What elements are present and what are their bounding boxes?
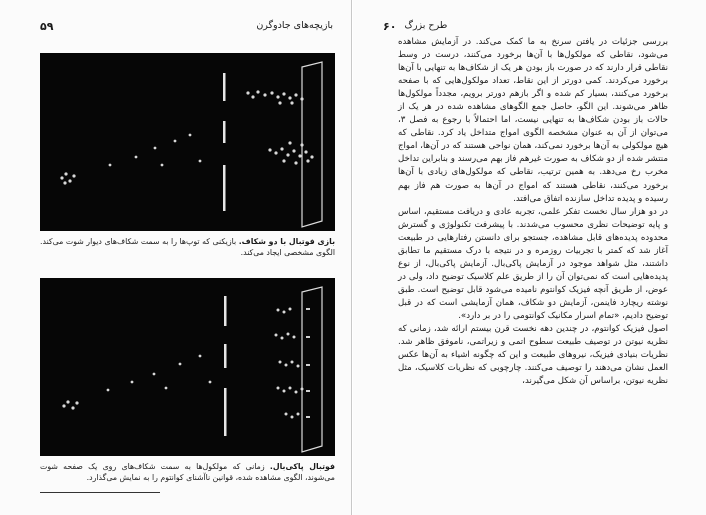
right-page-body bbox=[398, 36, 668, 388]
figure-1-caption-lead: بازی فوتبال با دو شکاف. bbox=[238, 237, 335, 246]
left-page-header bbox=[40, 20, 333, 33]
figure-2-caption-text: زمانی که مولکول‌ها به سمت شکاف‌های روی یک صفحه شوت می‌شوند، الگوی مشاهده شده، قوانین ناآشنای کوانتوم را به نمایش می‌گذارد. bbox=[40, 462, 335, 482]
figure-2-caption bbox=[40, 461, 335, 483]
figure-2-photo bbox=[40, 278, 335, 456]
left-page-number: ۵۹ bbox=[40, 20, 54, 33]
right-running-head: طرح بزرگ bbox=[404, 20, 448, 31]
right-page bbox=[353, 0, 706, 515]
right-page-header bbox=[383, 20, 666, 33]
figure-1-photo bbox=[40, 53, 335, 231]
figure-2-caption-lead: فوتبال پاکی‌بال. bbox=[269, 462, 336, 471]
left-running-head: بازیچه‌های جادوگرن bbox=[256, 20, 333, 31]
soccer-double-slit-image bbox=[40, 53, 335, 231]
figure-1-caption-text: بازیکنی که توپ‌ها را به سمت شکاف‌های دیوار شوت می‌کند. الگوی مشخصی ایجاد می‌کند. bbox=[40, 237, 335, 257]
paragraph: اصول فیزیک کوانتوم، در چندین دهه نخست قرن بیستم ارائه شد، زمانی که نظریه نیوتن در توصیف طبیعت سطوح اتمی و زیراتمی، ناموفق ظاهر شد. نظریات بنیادی فیزیک، نیروهای طبیعت و این که چگونه اشیاء به آن‌ها عکس العمل نشان می‌دهند را توصیف می‌کنند. چارچوبی که نظریات کلاسیک، مثل نظریه نیوتن، براساس آن شکل می‌گیرند، bbox=[398, 324, 668, 387]
paragraph: بررسی جزئیات در یافتن سرنخ به ما کمک می‌کند. در آزمایش مشاهده می‌شود، نقاطی که مولکول‌ها با آن‌ها برخورد می‌کنند، درست در وسط نقاطی قرار دارند که در صورت باز بودن هر یک از شکاف‌ها به تنهایی با آن‌ها برخورد می‌کردند. کمی دورتر از این نقاط، تعداد مولکول‌هایی که با صفحه برخورد می‌کنند، بسیار کم شده و اگر بازهم دورتر برویم، مجدداً مولکول‌ها ظاهر می‌شوند. این الگو، حاصل جمع الگوهای مشاهده شده در هر یک از حالات باز بودن شکاف‌ها به تنهایی نیست، اما احتمالاً با رجوع به فصل ۳، می‌توان از آن به عنوان مشخصه الگوی امواج متداخل یاد کرد. نقاطی که هیچ مولکولی به آن‌ها برخورد نمی‌کند، همان نواحی هستند که در آن‌ها، امواج منتشر شده از دو شکاف به صورت غیرهم فاز بهم می‌رسند و بنابراین تداخل مخرب رخ می‌دهد. به همین ترتیب، نقاطی که مولکول‌های زیادی با آن‌ها برخورد می‌کنند، نقاطی هستند که امواج در آن‌ها به صورت هم فاز بهم رسیده و پدیده تداخل سازنده اتفاق می‌افتد. bbox=[398, 37, 668, 204]
left-page bbox=[0, 0, 352, 515]
page-footer-rule bbox=[40, 492, 160, 493]
buckyball-double-slit-image bbox=[40, 278, 335, 456]
figure-1-caption bbox=[40, 236, 335, 258]
right-page-number: ۶۰ bbox=[383, 20, 397, 33]
paragraph: در دو هزار سال نخست تفکر علمی، تجربه عادی و دریافت مستقیم، اساس و پایه توضیحات نظری محسوب می‌شدند. با پیشرفت تکنولوژی و گسترش محدوده پدیده‌های قابل مشاهده، جستجو برای دانستن رفتارهایی در طبیعت آغاز شد که کمتر با تجربیات روزمره و در نتیجه با درک مستقیم ما تطابق داشتند، مثل شواهد موجود در آزمایش پاکی‌بال. آزمایش پاکی‌بال، از نوع پدیده‌هایی است که نمی‌توان آن را از طریق علم کلاسیک توضیح داد، ولی در عوض، از طریق آنچه فیزیک کوانتوم نامیده می‌شود قابل توضیح است. طبق نوشته ریچارد فاینمن، آزمایش دو شکاف، همان آزمایشی است که در قبل توضیح دادیم، «تمام اسرار مکانیک کوانتومی را در بر دارد». bbox=[398, 206, 668, 321]
